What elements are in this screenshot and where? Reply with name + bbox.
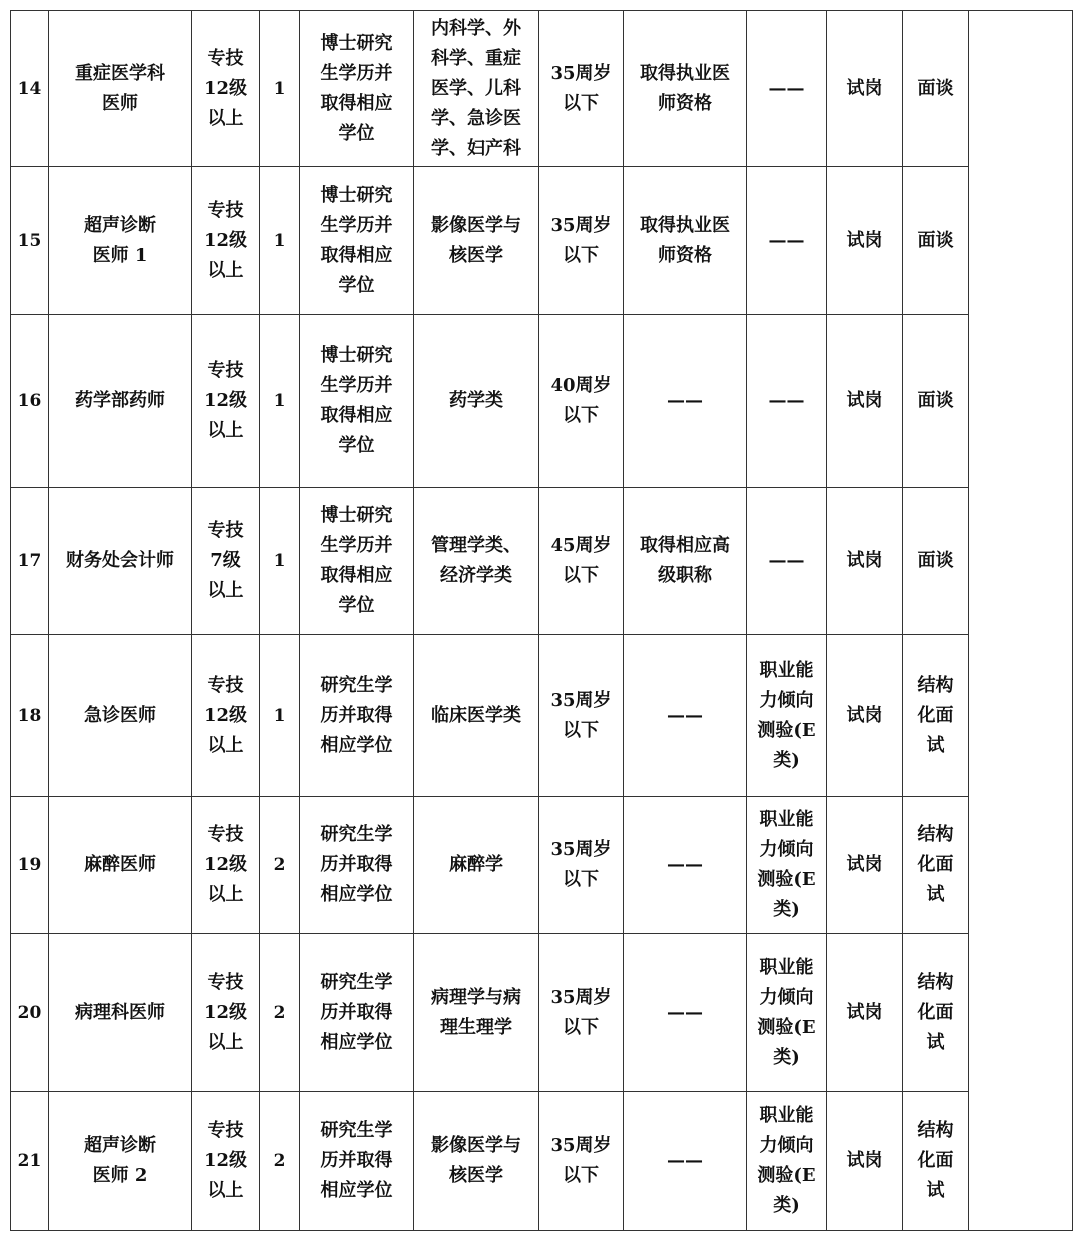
assessment-interview: 面谈 xyxy=(903,315,969,488)
table-row xyxy=(11,488,1073,635)
major-requirement: 临床医学类 xyxy=(414,635,539,797)
hire-count: 1 xyxy=(260,635,300,797)
major-requirement: 药学类 xyxy=(414,315,539,488)
education-requirement: 博士研究 生学历并 取得相应 学位 xyxy=(300,488,414,635)
table-row xyxy=(11,635,1073,797)
education-requirement: 博士研究 生学历并 取得相应 学位 xyxy=(300,167,414,315)
assessment-trial: 试岗 xyxy=(827,797,903,934)
table-row xyxy=(11,934,1073,1092)
position-level: 专技 12级 以上 xyxy=(192,11,260,167)
row-number: 17 xyxy=(11,488,49,635)
recruitment-table xyxy=(10,10,1073,1231)
hire-count: 2 xyxy=(260,1092,300,1231)
education-requirement: 研究生学 历并取得 相应学位 xyxy=(300,635,414,797)
major-requirement: 麻醉学 xyxy=(414,797,539,934)
row-number: 16 xyxy=(11,315,49,488)
position-level: 专技 12级 以上 xyxy=(192,934,260,1092)
assessment-interview: 面谈 xyxy=(903,488,969,635)
age-requirement: 35周岁 以下 xyxy=(539,797,624,934)
position-level: 专技 7级 以上 xyxy=(192,488,260,635)
table-row xyxy=(11,797,1073,934)
major-requirement: 内科学、外 科学、重症 医学、儿科 学、急诊医 学、妇产科 xyxy=(414,11,539,167)
position-name: 病理科医师 xyxy=(49,934,192,1092)
position-level: 专技 12级 以上 xyxy=(192,315,260,488)
other-requirement: —— xyxy=(624,797,747,934)
position-name: 超声诊断 医师 2 xyxy=(49,1092,192,1231)
table-row xyxy=(11,11,1073,167)
other-requirement: —— xyxy=(624,315,747,488)
age-requirement: 35周岁 以下 xyxy=(539,11,624,167)
row-number: 19 xyxy=(11,797,49,934)
major-requirement: 病理学与病 理生理学 xyxy=(414,934,539,1092)
age-requirement: 45周岁 以下 xyxy=(539,488,624,635)
position-level: 专技 12级 以上 xyxy=(192,1092,260,1231)
other-requirement: 取得执业医 师资格 xyxy=(624,167,747,315)
hire-count: 1 xyxy=(260,11,300,167)
position-name: 重症医学科 医师 xyxy=(49,11,192,167)
other-requirement: —— xyxy=(624,1092,747,1231)
position-name: 急诊医师 xyxy=(49,635,192,797)
assessment-trial: 试岗 xyxy=(827,488,903,635)
major-requirement: 影像医学与 核医学 xyxy=(414,167,539,315)
major-requirement: 影像医学与 核医学 xyxy=(414,1092,539,1231)
position-name: 麻醉医师 xyxy=(49,797,192,934)
row-number: 18 xyxy=(11,635,49,797)
table-row xyxy=(11,315,1073,488)
written-exam: —— xyxy=(747,167,827,315)
position-level: 专技 12级 以上 xyxy=(192,167,260,315)
assessment-trial: 试岗 xyxy=(827,934,903,1092)
assessment-trial: 试岗 xyxy=(827,315,903,488)
written-exam: 职业能 力倾向 测验(E 类) xyxy=(747,1092,827,1231)
other-requirement: —— xyxy=(624,934,747,1092)
table-row xyxy=(11,1092,1073,1231)
row-number: 21 xyxy=(11,1092,49,1231)
assessment-trial: 试岗 xyxy=(827,167,903,315)
position-name: 药学部药师 xyxy=(49,315,192,488)
table-body xyxy=(11,11,1073,1231)
table-row xyxy=(11,167,1073,315)
hire-count: 1 xyxy=(260,488,300,635)
age-requirement: 35周岁 以下 xyxy=(539,635,624,797)
education-requirement: 研究生学 历并取得 相应学位 xyxy=(300,934,414,1092)
position-level: 专技 12级 以上 xyxy=(192,635,260,797)
position-name: 超声诊断 医师 1 xyxy=(49,167,192,315)
other-requirement: 取得相应高 级职称 xyxy=(624,488,747,635)
written-exam: 职业能 力倾向 测验(E 类) xyxy=(747,635,827,797)
other-requirement: 取得执业医 师资格 xyxy=(624,11,747,167)
age-requirement: 35周岁 以下 xyxy=(539,1092,624,1231)
row-number: 14 xyxy=(11,11,49,167)
hire-count: 1 xyxy=(260,167,300,315)
written-exam: —— xyxy=(747,488,827,635)
major-requirement: 管理学类、 经济学类 xyxy=(414,488,539,635)
hire-count: 1 xyxy=(260,315,300,488)
assessment-interview: 结构 化面 试 xyxy=(903,797,969,934)
written-exam: 职业能 力倾向 测验(E 类) xyxy=(747,934,827,1092)
education-requirement: 博士研究 生学历并 取得相应 学位 xyxy=(300,315,414,488)
assessment-trial: 试岗 xyxy=(827,1092,903,1231)
assessment-interview: 结构 化面 试 xyxy=(903,635,969,797)
education-requirement: 研究生学 历并取得 相应学位 xyxy=(300,1092,414,1231)
written-exam: —— xyxy=(747,315,827,488)
written-exam: —— xyxy=(747,11,827,167)
row-number: 20 xyxy=(11,934,49,1092)
assessment-trial: 试岗 xyxy=(827,635,903,797)
education-requirement: 博士研究 生学历并 取得相应 学位 xyxy=(300,11,414,167)
assessment-interview: 面谈 xyxy=(903,167,969,315)
assessment-interview: 结构 化面 试 xyxy=(903,1092,969,1231)
age-requirement: 35周岁 以下 xyxy=(539,934,624,1092)
position-level: 专技 12级 以上 xyxy=(192,797,260,934)
age-requirement: 35周岁 以下 xyxy=(539,167,624,315)
education-requirement: 研究生学 历并取得 相应学位 xyxy=(300,797,414,934)
assessment-interview: 结构 化面 试 xyxy=(903,934,969,1092)
hire-count: 2 xyxy=(260,797,300,934)
assessment-trial: 试岗 xyxy=(827,11,903,167)
assessment-interview: 面谈 xyxy=(903,11,969,167)
written-exam: 职业能 力倾向 测验(E 类) xyxy=(747,797,827,934)
other-requirement: —— xyxy=(624,635,747,797)
position-name: 财务处会计师 xyxy=(49,488,192,635)
blank-cell xyxy=(969,11,1073,1231)
age-requirement: 40周岁 以下 xyxy=(539,315,624,488)
row-number: 15 xyxy=(11,167,49,315)
hire-count: 2 xyxy=(260,934,300,1092)
